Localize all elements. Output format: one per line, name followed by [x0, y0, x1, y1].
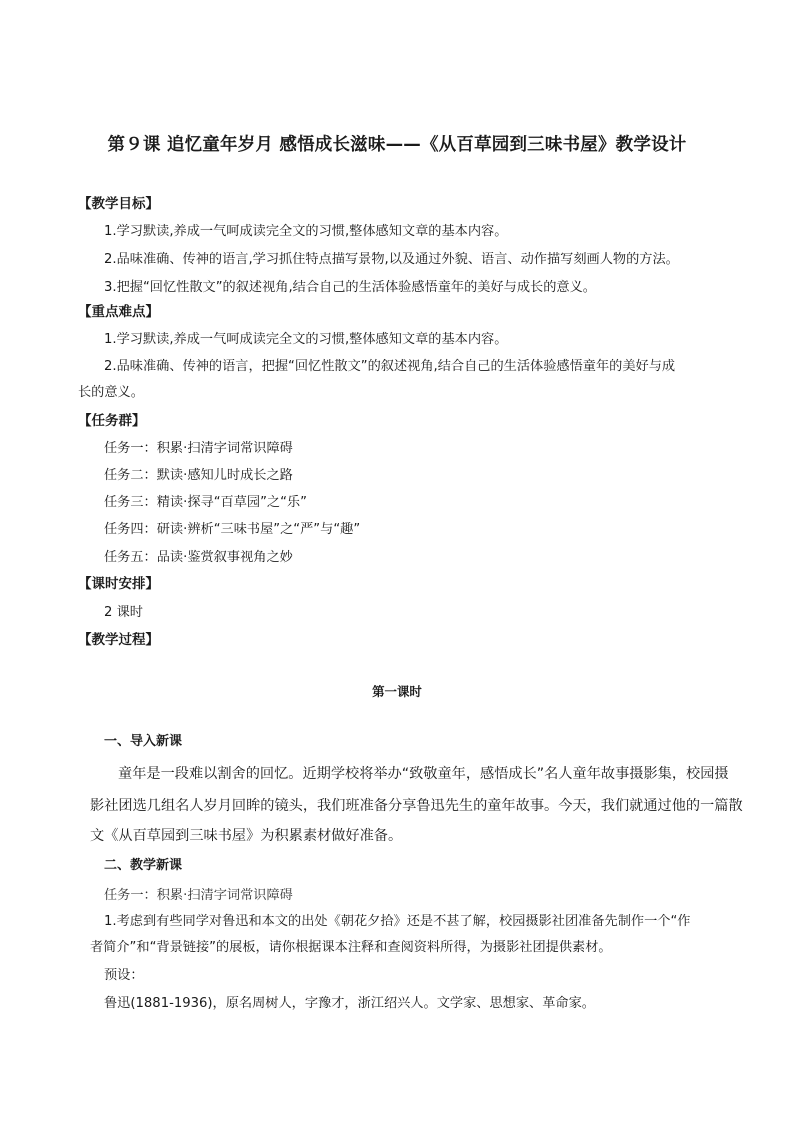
section-heading-schedule: 【课时安排】 — [78, 576, 159, 592]
goal-item: 1.学习默读,养成一气呵成读完全文的习惯,整体感知文章的基本内容。 — [104, 224, 508, 239]
section-heading-key-points: 【重点难点】 — [78, 304, 159, 320]
section-heading-tasks: 【任务群】 — [78, 413, 146, 429]
section-heading-goals: 【教学目标】 — [78, 196, 159, 212]
question-paragraph: 1.考虑到有些同学对鲁迅和本文的出处《朝花夕拾》还是不甚了解，校园摄影社团准备先制作一个“作 — [104, 914, 691, 929]
intro-paragraph-continued: 文《从百草园到三味书屋》为积累素材做好准备。 — [90, 828, 403, 844]
preset-label: 预设： — [104, 968, 144, 983]
subsection-heading-teaching: 二、教学新课 — [104, 858, 183, 873]
goal-item: 3.把握“回忆性散文”的叙述视角,结合自己的生活体验感悟童年的美好与成长的意义。 — [104, 280, 596, 295]
task-item: 任务三：精读·探寻“百草园”之“乐” — [104, 495, 307, 510]
task1-heading: 任务一：积累·扫清字词常识障碍 — [104, 888, 293, 903]
author-intro-text: 鲁迅(1881-1936)，原名周树人，字豫才，浙江绍兴人。文学家、思想家、革命家。 — [104, 996, 595, 1011]
section-heading-process: 【教学过程】 — [78, 632, 159, 648]
schedule-value: 2 课时 — [104, 605, 143, 620]
lesson-heading: 第一课时 — [372, 684, 422, 699]
task-item: 任务四：研读·辨析“三味书屋”之“严”与“趣” — [104, 522, 361, 537]
subsection-heading-intro: 一、导入新课 — [104, 734, 183, 749]
key-point-item: 2.品味准确、传神的语言，把握“回忆性散文”的叙述视角,结合自己的生活体验感悟童年的美好与成 — [104, 359, 676, 374]
task-item: 任务五：品读·鉴赏叙事视角之妙 — [104, 550, 293, 565]
document-title: 第９课 追忆童年岁月 感悟成长滋味——《从百草园到三味书屋》教学设计 — [107, 135, 687, 155]
key-point-item: 1.学习默读,养成一气呵成读完全文的习惯,整体感知文章的基本内容。 — [104, 332, 508, 347]
intro-paragraph: 童年是一段难以割舍的回忆。近期学校将举办“致敬童年，感悟成长”名人童年故事摄影集，校园摄 — [118, 766, 729, 782]
question-paragraph-continued: 者简介”和“背景链接”的展板，请你根据课本注释和查阅资料所得，为摄影社团提供素材。 — [90, 940, 612, 955]
task-item: 任务一：积累·扫清字词常识障碍 — [104, 441, 293, 456]
key-point-item-continued: 长的意义。 — [78, 385, 144, 400]
task-item: 任务二：默读·感知儿时成长之路 — [104, 468, 293, 483]
intro-paragraph-continued: 影社团选几组名人岁月回眸的镜头，我们班准备分享鲁迅先生的童年故事。今天，我们就通过他的一篇散 — [90, 798, 743, 814]
goal-item: 2.品味准确、传神的语言,学习抓住特点描写景物,以及通过外貌、语言、动作描写刻画人物的方法。 — [104, 252, 679, 267]
